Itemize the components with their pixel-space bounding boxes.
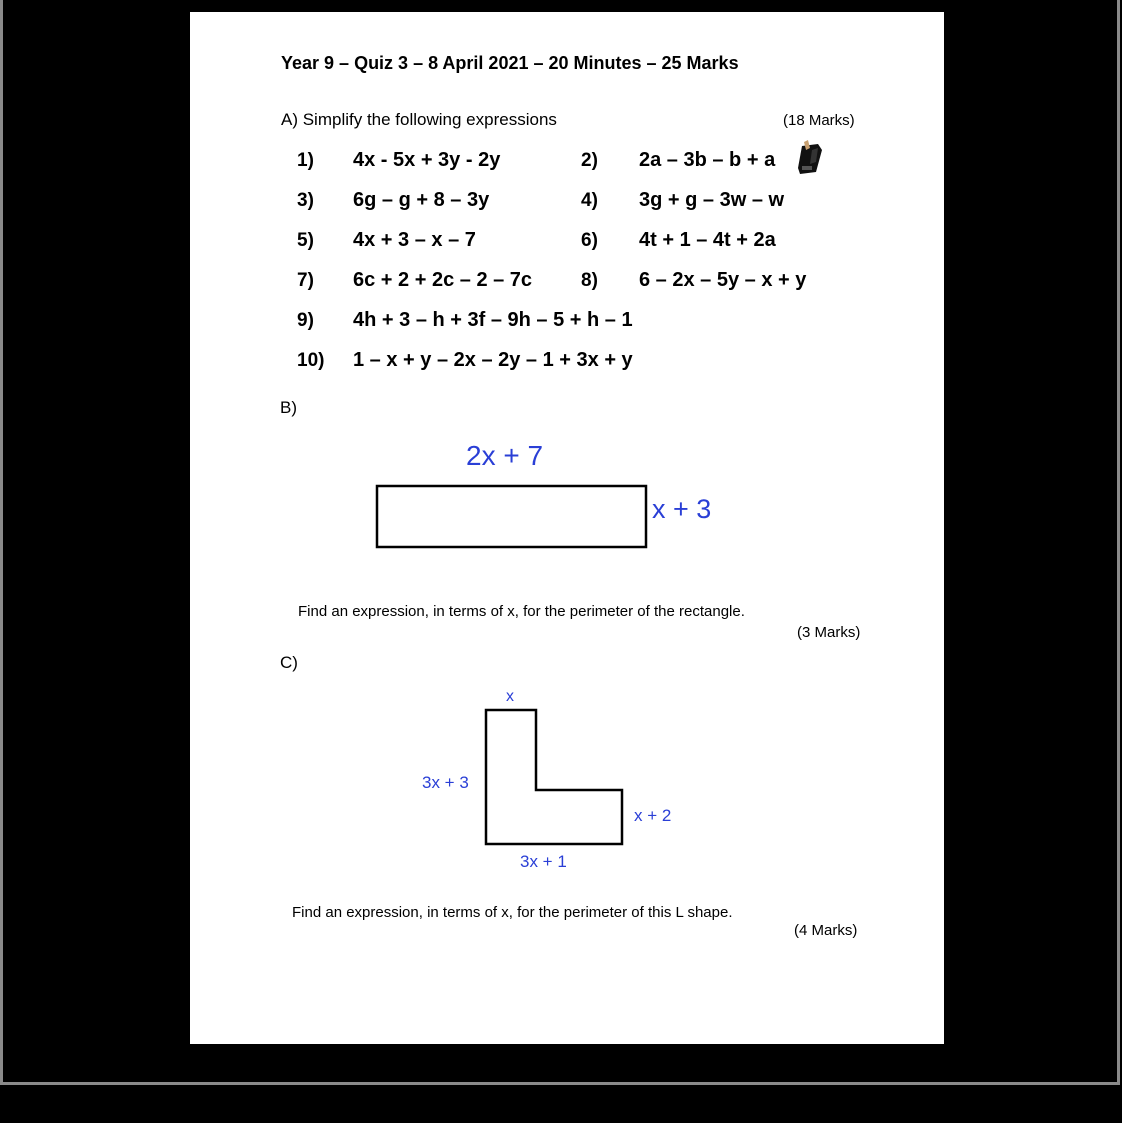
question-5-number: 5) — [297, 230, 314, 251]
question-8-number: 8) — [581, 270, 598, 291]
question-7-expression: 6c + 2 + 2c – 2 – 7c — [353, 269, 533, 291]
page-title: Year 9 – Quiz 3 – 8 April 2021 – 20 Minutes – 25 Marks — [281, 53, 739, 73]
l-shape-top-label: x — [506, 688, 514, 705]
question-2-number: 2) — [581, 150, 598, 171]
question-5-expression: 4x + 3 – x – 7 — [353, 229, 476, 251]
viewer-frame-right — [1117, 0, 1120, 1085]
question-3-number: 3) — [297, 190, 314, 211]
question-6-number: 6) — [581, 230, 598, 251]
section-b-label: B) — [280, 398, 297, 417]
section-a-marks: (18 Marks) — [783, 112, 855, 129]
section-c-marks: (4 Marks) — [794, 922, 858, 939]
section-b-question: Find an expression, in terms of x, for the perimeter of the rectangle. — [298, 603, 745, 620]
section-a-heading: A) Simplify the following expressions — [281, 110, 557, 129]
question-10-number: 10) — [297, 350, 325, 371]
question-10-expression: 1 – x + y – 2x – 2y – 1 + 3x + y — [353, 349, 633, 371]
l-shape-left-label: 3x + 3 — [422, 773, 469, 792]
section-c-label: C) — [280, 653, 298, 672]
question-3-expression: 6g – g + 8 – 3y — [353, 189, 490, 211]
question-8-expression: 6 – 2x – 5y – x + y — [639, 269, 807, 291]
viewer-frame-left — [0, 0, 3, 1085]
question-7-number: 7) — [297, 270, 314, 291]
l-shape-right-label: x + 2 — [634, 806, 672, 825]
question-1-expression: 4x - 5x + 3y - 2y — [353, 149, 501, 171]
question-2-expression: 2a – 3b – b + a — [639, 149, 776, 171]
l-shape-diagram — [190, 12, 944, 1044]
question-6-expression: 4t + 1 – 4t + 2a — [639, 229, 776, 251]
question-9-expression: 4h + 3 – h + 3f – 9h – 5 + h – 1 — [353, 309, 633, 331]
l-shape-bottom-label: 3x + 1 — [520, 852, 567, 871]
viewer-frame-bottom — [0, 1082, 1120, 1085]
l-shape-outline — [486, 710, 622, 844]
question-1-number: 1) — [297, 150, 314, 171]
question-4-expression: 3g + g – 3w – w — [639, 189, 785, 211]
question-9-number: 9) — [297, 310, 314, 331]
section-c-question: Find an expression, in terms of x, for the perimeter of this L shape. — [292, 904, 733, 921]
section-b-marks: (3 Marks) — [797, 624, 861, 641]
document-page — [190, 12, 944, 1044]
question-4-number: 4) — [581, 190, 598, 211]
rectangle-right-label: x + 3 — [652, 494, 712, 524]
rectangle-top-label: 2x + 7 — [466, 440, 544, 471]
